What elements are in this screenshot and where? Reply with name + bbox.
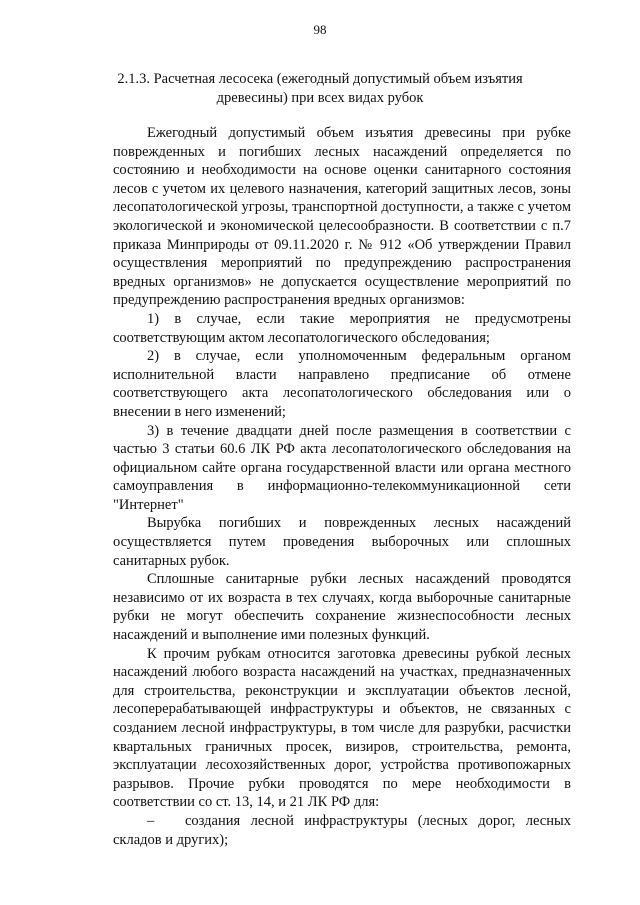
paragraph-item-2: 2) в случае, если уполномоченным федеральным органом исполнительной власти направлено предписание об отмене соответствующего акта лесопатологического обследования или о внесении в него изменений;	[113, 348, 571, 420]
paragraph-item-3: 3) в течение двадцати дней после размещения в соответствии с частью 3 статьи 60.6 ЛК РФ акта лесопатологического обследования на официальном сайте органа государственной власти или органа местного самоуправления в информационно-телекоммуникационной сети "Интернет"	[113, 422, 571, 513]
page-number: 98	[313, 22, 327, 37]
dash-item-text: создания лесной инфраструктуры (лесных дорог, лесных складов и других);	[113, 812, 571, 848]
paragraph-felling: Вырубка погибших и поврежденных лесных насаждений осуществляется путем проведения выборочных или сплошных санитарных рубок.	[113, 515, 571, 569]
document-body	[113, 124, 571, 849]
paragraph-item-1: 1) в случае, если такие мероприятия не предусмотрены соответствующим актом лесопатологического обследования;	[113, 310, 571, 346]
section-heading: 2.1.3. Расчетная лесосека (ежегодный допустимый объем изъятия древесины) при всех видах рубок	[117, 71, 523, 106]
dash-list-item	[113, 812, 571, 849]
paragraph-other-cutting: К прочим рубкам относится заготовка древесины рубкой лесных насаждений любого возраста насаждений на участках, предназначенных для строительства, реконструкции и эксплуатации объектов лесной, лесоперерабатывающей инфраструктуры и объектов, не связанных с созданием лесной инфраструктуры, в том числе для разрубки, расчистки квартальных граничных просек, визиров, строительства, ремонта, эксплуатации лесохозяйственных дорог, устройства противопожарных разрывов. Прочие рубки проводятся по мере необходимости в соответствии со ст. 13, 14, и 21 ЛК РФ для:	[113, 645, 571, 811]
paragraph-clear-cutting: Сплошные санитарные рубки лесных насаждений проводятся независимо от их возраста в тех случаях, когда выборочные санитарные рубки не могут обеспечить сохранение жизнеспособности лесных насаждений и выполнение ими полезных функций.	[113, 571, 571, 644]
dash-mark: –	[147, 812, 155, 829]
paragraph-intro: Ежегодный допустимый объем изъятия древесины при рубке поврежденных и погибших лесных насаждений определяется по состоянию и необходимости на основе оценки санитарного состояния лесов с учетом их целевого назначения, категорий защитных лесов, зоны лесопатологической угрозы, транспортной доступности, а также с учетом экологической и экономической целесообразности. В соответствии с п.7 приказа Минприроды от 09.11.2020 г. № 912 «Об утверждении Правил осуществления мероприятий по предупреждению распространения вредных организмов» не допускается осуществление мероприятий по предупреждению распространения вредных организмов:	[113, 125, 571, 309]
